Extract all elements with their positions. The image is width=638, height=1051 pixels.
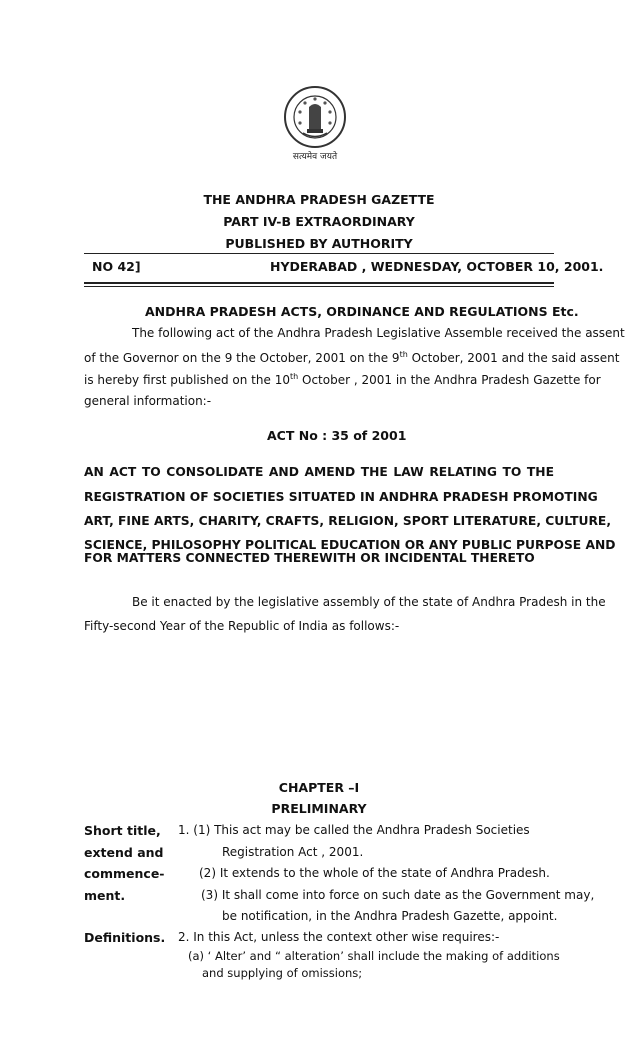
section-1-line-3: (2) It extends to the whole of the state of Andhra Pradesh. — [199, 866, 550, 880]
section-1-line-1: 1. (1) This act may be called the Andhra Pradesh Societies — [178, 823, 530, 837]
notice-line-1: The following act of the Andhra Pradesh Legislative Assemble received the assent — [132, 326, 625, 340]
margin-note-commence: commence- — [84, 866, 165, 881]
section-1-line-5: be notification, in the Andhra Pradesh Gazette, appoint. — [222, 909, 558, 923]
header-rule-top — [84, 253, 554, 254]
notice-line-4: general information:- — [84, 394, 212, 408]
act-title-line-1: AN ACT TO CONSOLIDATE AND AMEND THE LAW RELATING TO THE — [84, 465, 554, 479]
notice-line-2: of the Governor on the 9 the October, 2001 on the 9th October, 2001 and the said assent — [84, 350, 620, 365]
act-title-line-5: FOR MATTERS CONNECTED THEREWITH OR INCIDENTAL THERETO — [84, 551, 535, 565]
act-title-line-4: SCIENCE, PHILOSOPHY POLITICAL EDUCATION OR ANY PUBLIC PURPOSE AND — [84, 538, 616, 552]
gazette-number: NO 42] — [92, 259, 141, 274]
header-rule-bottom — [84, 282, 554, 284]
act-title-line-2: REGISTRATION OF SOCIETIES SITUATED IN ANDHRA PRADESH PROMOTING — [84, 490, 598, 504]
enacting-clause-line-2: Fifty-second Year of the Republic of India as follows:- — [84, 619, 400, 633]
section-2-line-1: 2. In this Act, unless the context other wise requires:- — [178, 930, 500, 944]
gazette-place-date: HYDERABAD , WEDNESDAY, OCTOBER 10, 2001. — [270, 259, 604, 274]
gazette-part: PART IV-B EXTRAORDINARY — [223, 214, 415, 229]
section-2-line-3: and supplying of omissions; — [202, 966, 363, 980]
margin-note-extend: extend and — [84, 845, 164, 860]
section-2-line-2: (a) ‘ Alter’ and “ alteration’ shall include the making of additions — [188, 949, 560, 963]
notice-heading: ANDHRA PRADESH ACTS, ORDINANCE AND REGULATIONS Etc. — [145, 304, 579, 319]
gazette-title: THE ANDHRA PRADESH GAZETTE — [203, 192, 435, 207]
chapter-title: CHAPTER –I — [278, 780, 360, 795]
act-title-line-3: ART, FINE ARTS, CHARITY, CRAFTS, RELIGION, SPORT LITERATURE, CULTURE, — [84, 514, 611, 528]
notice-line-3: is hereby first published on the 10th October , 2001 in the Andhra Pradesh Gazette for — [84, 372, 601, 387]
enacting-clause-line-1: Be it enacted by the legislative assembly of the state of Andhra Pradesh in the — [132, 595, 606, 609]
margin-note-ment: ment. — [84, 888, 126, 903]
published-by-authority: PUBLISHED BY AUTHORITY — [225, 236, 413, 251]
act-number: ACT No : 35 of 2001 — [267, 428, 407, 443]
svg-text:सत्यमेव जयते: सत्यमेव जयते — [292, 152, 338, 162]
state-emblem-seal — [279, 85, 351, 165]
section-1-line-4: (3) It shall come into force on such date as the Government may, — [201, 888, 595, 902]
header-rule-bottom-2 — [84, 286, 554, 287]
margin-note-definitions: Definitions. — [84, 930, 166, 945]
chapter-subtitle: PRELIMINARY — [271, 801, 367, 816]
margin-note-short-title: Short title, — [84, 823, 161, 838]
section-1-line-2: Registration Act , 2001. — [222, 845, 364, 859]
